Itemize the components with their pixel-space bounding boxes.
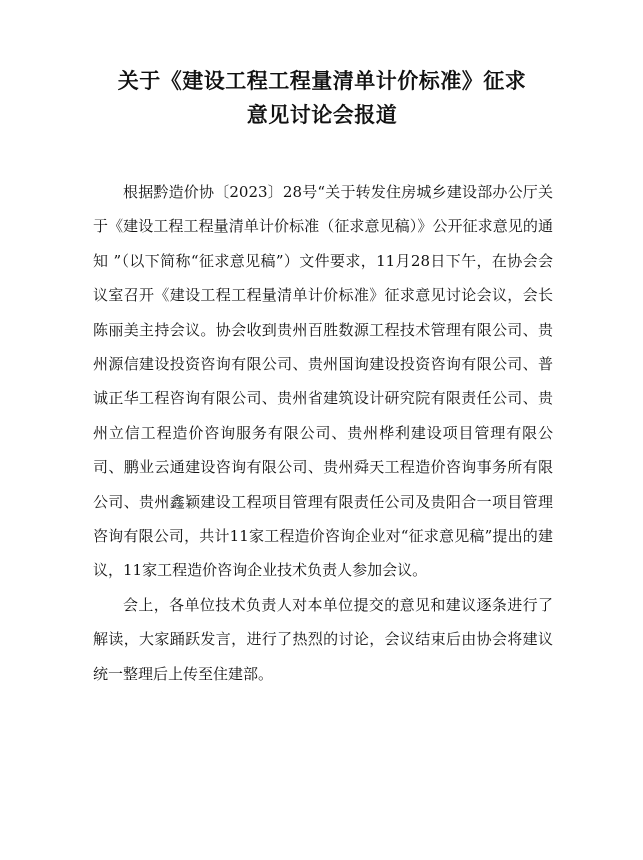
page-title <box>80 64 564 132</box>
paragraph-2: 会上，各单位技术负责人对本单位提交的意见和建议逐条进行了解读，大家踊跃发言，进行了热烈的讨论，会议结束后由协会将建议统一整理后上传至住建部。 <box>93 595 553 683</box>
paragraph-1: 根据黔造价协〔2023〕28号“关于转发住房城乡建设部办公厅关于《建设工程工程量清单计价标准（征求意见稿）》公开征求意见的通知 ”（以下简称“征求意见稿”）文件要求，11月28日下午，在协会会议室召开《建设工程工程量清单计价标准》征求意见讨论会议，会长陈丽美主持会议。协会收到贵州百胜数源工程技术管理有限公司、贵州源信建设投资咨询有限公司、贵州国询建设投资咨询有限公司、普诚正华工程咨询有限公司、贵州省建筑设计研究院有限责任公司、贵州立信工程造价咨询服务有限公司、贵州桦利建设项目管理有限公司、鹏业云通建设咨询有限公司、贵州舜天工程造价咨询事务所有限公司、贵州鑫颖建设工程项目管理有限责任公司及贵阳合一项目管理咨询有限公司，共计11家工程造价咨询企业对“征求意见稿”提出的建议，11家工程造价咨询企业技术负责人参加会议。 <box>93 183 553 580</box>
title-line-2: 意见讨论会报道 <box>246 103 398 127</box>
article-body <box>93 175 553 691</box>
title-line-1: 关于《建设工程工程量清单计价标准》征求 <box>117 69 527 93</box>
